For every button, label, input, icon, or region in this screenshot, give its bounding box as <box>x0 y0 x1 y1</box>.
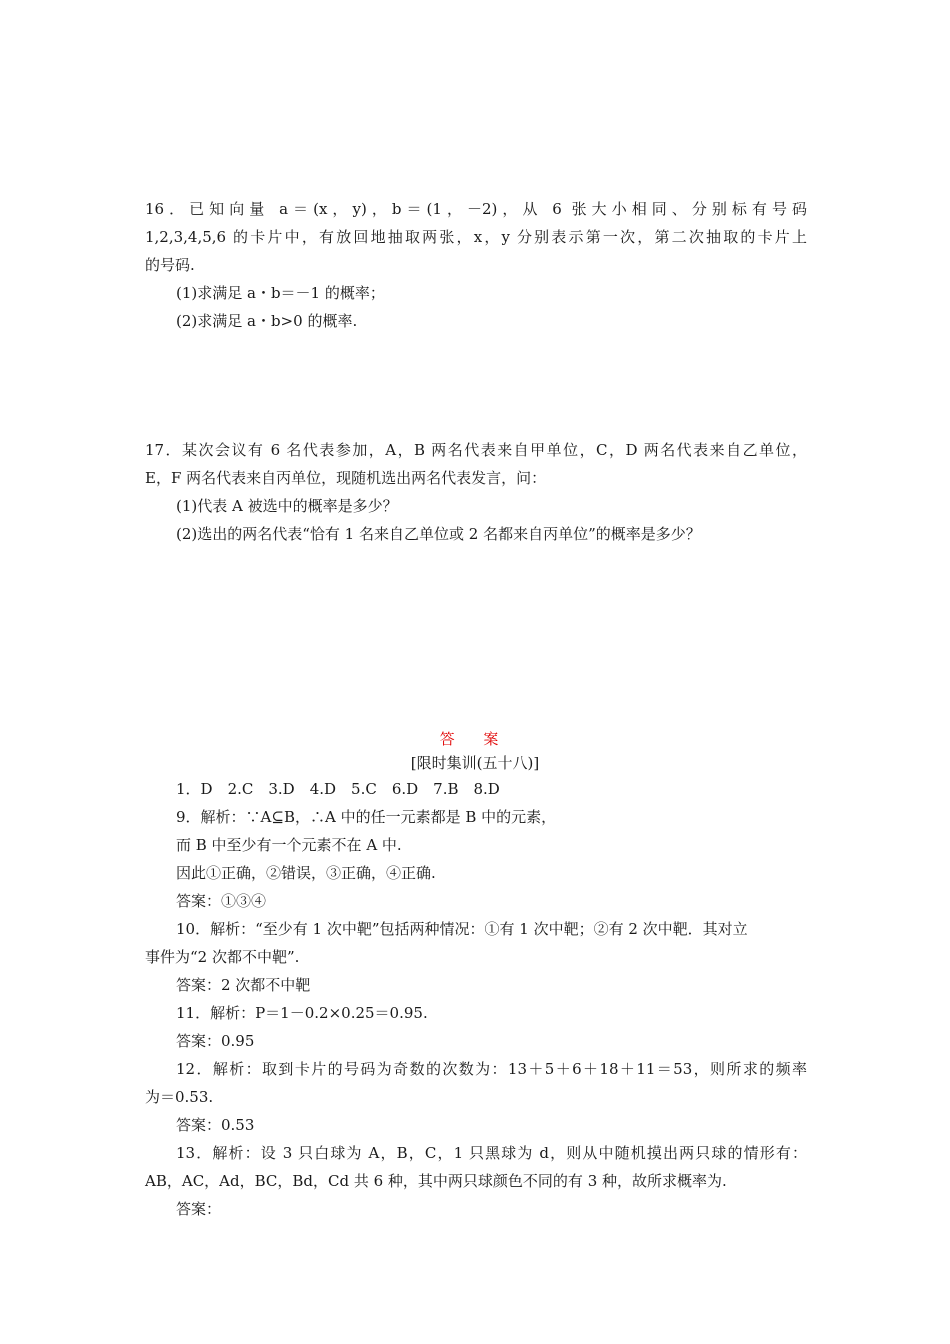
answer-11-line1: 11．解析：P＝1－0.2×0.25＝0.95. <box>176 1004 428 1022</box>
answer-9-line3: 因此①正确，②错误，③正确，④正确. <box>176 864 436 882</box>
answer-9-line1: 9．解析：∵A⊆B，∴A 中的任一元素都是 B 中的元素， <box>176 808 557 826</box>
answer-13-line1: 13．解析：设 3 只白球为 A，B，C，1 只黑球为 d，则从中随机摸出两只球的情形有： <box>176 1144 807 1162</box>
answers-subtitle: [限时集训(五十八)] <box>410 754 540 772</box>
q16-part1: (1)求满足 a・b＝－1 的概率； <box>176 284 385 302</box>
answer-12-line1: 12．解析：取到卡片的号码为奇数的次数为：13＋5＋6＋18＋11＝53，则所求的频率 <box>176 1060 807 1078</box>
q16-line2: 1,2,3,4,5,6 的卡片中，有放回地抽取两张，x，y 分别表示第一次，第二次抽取的卡片上 <box>145 228 807 246</box>
q17-line2: E，F 两名代表来自丙单位，现随机选出两名代表发言，问： <box>145 469 547 487</box>
answer-12-result: 答案：0.53 <box>176 1116 255 1134</box>
answer-13-result: 答案： <box>176 1200 222 1218</box>
q17-part2: (2)选出的两名代表“恰有 1 名来自乙单位或 2 名都来自丙单位”的概率是多少？ <box>176 525 701 543</box>
q17-part1: (1)代表 A 被选中的概率是多少？ <box>176 497 398 515</box>
answer-10-result: 答案：2 次都不中靶 <box>176 976 311 994</box>
answer-12-line2: 为＝0.53. <box>145 1088 214 1106</box>
q16-line1: 16．已知向量 a＝(x，y)，b＝(1，－2)，从 6 张大小相同、分别标有号码 <box>145 200 807 218</box>
q16-line3: 的号码. <box>145 256 195 274</box>
answer-11-result: 答案：0.95 <box>176 1032 255 1050</box>
answer-9-result: 答案：①③④ <box>176 892 267 910</box>
q16-part2: (2)求满足 a・b>0 的概率. <box>176 312 358 330</box>
answer-9-line2: 而 B 中至少有一个元素不在 A 中. <box>176 836 402 854</box>
answer-13-line2: AB，AC，Ad，BC，Bd，Cd 共 6 种，其中两只球颜色不同的有 3 种，故所求概率为. <box>145 1172 727 1190</box>
answers-title: 答 案 <box>439 730 511 748</box>
answer-10-line2: 事件为“2 次都不中靶”. <box>145 948 300 966</box>
answer-10-line1: 10．解析：“至少有 1 次中靶”包括两种情况：①有 1 次中靶；②有 2 次中靶．其对立 <box>176 920 748 938</box>
q17-line1: 17．某次会议有 6 名代表参加，A，B 两名代表来自甲单位，C，D 两名代表来自乙单位， <box>145 441 807 459</box>
answer-choices: 1．D 2.C 3.D 4.D 5.C 6.D 7.B 8.D <box>176 780 500 798</box>
